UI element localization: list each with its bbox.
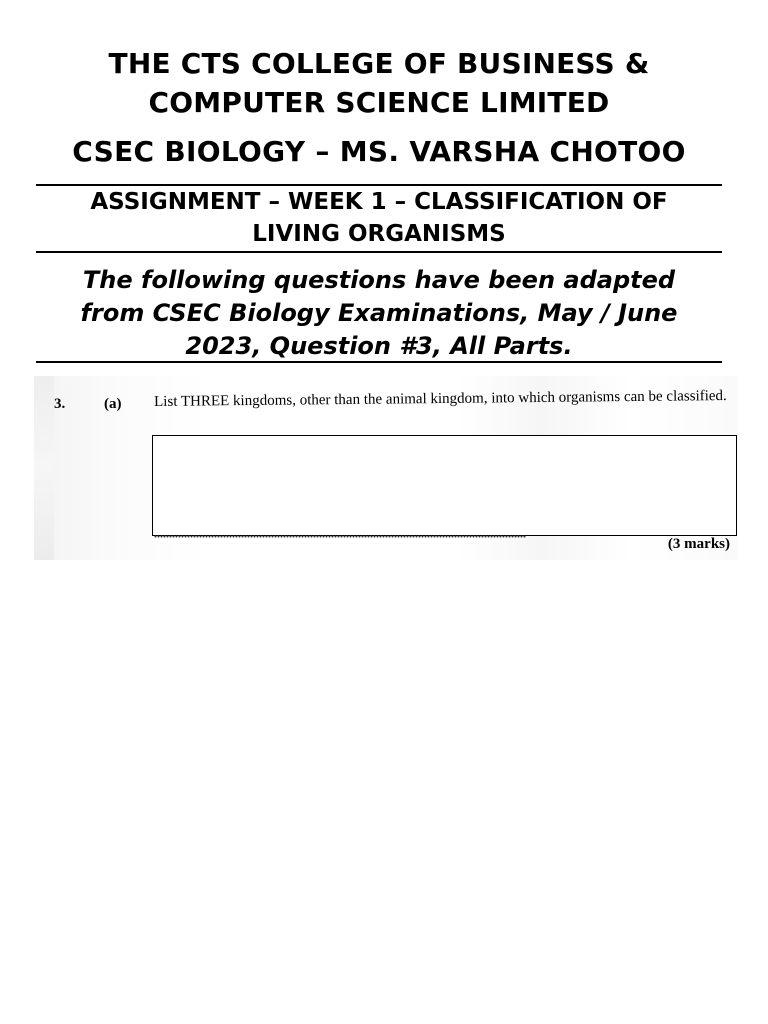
- middle-divider: [36, 251, 722, 253]
- answer-dotted-line: [154, 535, 526, 541]
- course-title: CSEC BIOLOGY – MS. VARSHA CHOTOO: [72, 135, 686, 168]
- source-note-line-2: from CSEC Biology Examinations, May / June: [80, 299, 678, 327]
- answer-box[interactable]: [152, 435, 737, 536]
- bottom-divider: [36, 361, 722, 363]
- college-name: [36, 44, 722, 122]
- source-note-line-1: The following questions have been adapted: [82, 266, 676, 294]
- question-number: 3.: [54, 396, 66, 412]
- assignment-title-line-2: LIVING ORGANISMS: [252, 221, 506, 247]
- assignment-title: [36, 186, 722, 250]
- question-text: List THREE kingdoms, other than the animal kingdom, into which organisms can be classified.: [154, 388, 727, 410]
- scanned-question: [34, 376, 738, 560]
- question-part: (a): [104, 396, 122, 412]
- source-note: [36, 264, 722, 363]
- assignment-title-line-1: ASSIGNMENT – WEEK 1 – CLASSIFICATION OF: [90, 189, 668, 215]
- college-name-line-1: THE CTS COLLEGE OF BUSINESS &: [108, 47, 650, 80]
- marks-label: (3 marks): [667, 536, 730, 552]
- document-header: [36, 44, 722, 170]
- college-name-line-2: COMPUTER SCIENCE LIMITED: [148, 86, 610, 119]
- source-note-line-3: 2023, Question #3, All Parts.: [185, 332, 573, 360]
